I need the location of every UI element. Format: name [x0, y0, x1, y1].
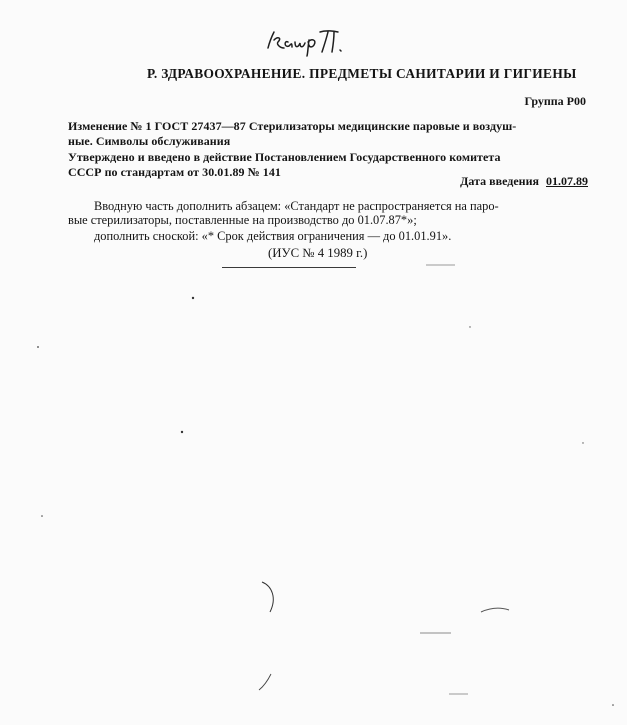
body-line-2: вые стерилизаторы, поставленные на производство до 01.07.87*»; [68, 213, 417, 227]
approval-line-1: Утверждено и введено в действие Постановлением Государственного комитета [68, 150, 501, 164]
section-header: Р. ЗДРАВООХРАНЕНИЕ. ПРЕДМЕТЫ САНИТАРИИ И ГИГИЕНЫ [147, 66, 577, 81]
approval-line-2: СССР по стандартам от 30.01.89 № 141 [68, 165, 281, 179]
source-reference: (ИУС № 4 1989 г.) [268, 246, 368, 260]
group-label: Группа Р00 [524, 94, 586, 108]
body-line-1: Вводную часть дополнить абзацем: «Стандарт не распространяется на паро- [94, 199, 499, 213]
effective-date-value: 01.07.89 [546, 174, 588, 188]
amendment-title-line-2: ные. Символы обслуживания [68, 134, 231, 148]
body-line-3: дополнить сноской: «* Срок действия ограничения — до 01.01.91». [94, 229, 452, 243]
amendment-title-line-1: Изменение № 1 ГОСТ 27437—87 Стерилизаторы медицинские паровые и воздуш- [68, 119, 517, 133]
effective-date-label: Дата введения [460, 174, 539, 188]
